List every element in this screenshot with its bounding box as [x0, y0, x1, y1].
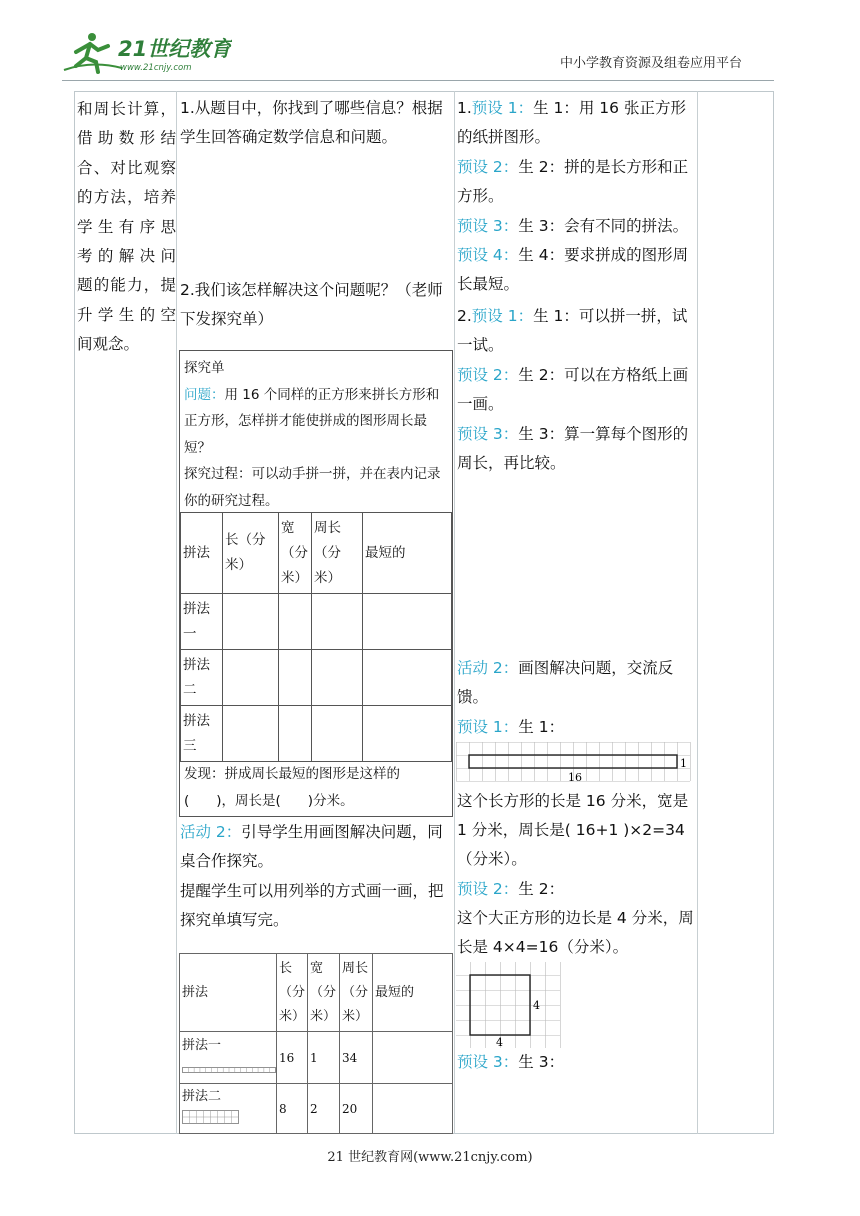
- objective-line: 的方法，培养: [77, 188, 176, 207]
- problem-text: 用 16 个同样的正方形来拼长方形和正方形，怎样拼才能使拼成的图形周长最短？: [184, 386, 440, 456]
- preset-text: 生 2：可以在方格纸上画一画。: [457, 366, 689, 413]
- preset-text: 生 1：: [518, 718, 565, 736]
- answer-row-name: 拼法一: [182, 1037, 222, 1053]
- record-table: [180, 512, 452, 762]
- record-cell[interactable]: [223, 594, 279, 650]
- record-row-label: 拼法二: [181, 650, 223, 706]
- record-header: 宽（分米）: [279, 513, 312, 594]
- student-preset-1: [457, 94, 697, 152]
- strip-width-label: 1: [680, 757, 687, 770]
- preset-label: 预设 1：: [471, 99, 534, 117]
- activity-label: 活动 2：: [180, 823, 242, 841]
- record-cell[interactable]: [363, 650, 452, 706]
- objective-line: 和周长计算，: [77, 100, 176, 118]
- preset-label: 预设 4：: [457, 246, 519, 264]
- grid-8x2-figure: [182, 1110, 242, 1124]
- record-row-label: 拼法一: [181, 594, 223, 650]
- square-4x4-grid-figure: [456, 962, 562, 1048]
- student-answer-2: [457, 875, 697, 904]
- preset-text: 生 4：要求拼成的图形周长最短。: [457, 246, 689, 293]
- student-answer-1: [457, 713, 697, 742]
- preset-text: 生 1：用 16 张正方形的纸拼图形。: [457, 99, 686, 146]
- answer-shortest: [373, 1084, 453, 1134]
- teacher-remind: 提醒学生可以用列举的方式画一画，把探究单填写完。: [180, 882, 444, 929]
- preset-text: 生 1：可以拼一拼，试一试。: [457, 307, 688, 354]
- column-divider-3: [697, 91, 698, 1134]
- answer-perimeter: 20: [340, 1084, 373, 1134]
- preset-text: 生 3：会有不同的拼法。: [518, 217, 689, 235]
- activity-text: 引导学生用画图解决问题，同桌合作探究。: [180, 823, 443, 870]
- record-cell[interactable]: [363, 706, 452, 762]
- record-cell[interactable]: [223, 650, 279, 706]
- sheet-finding: 发现：拼成周长最短的图形是这样的( )，周长是( )分米。: [184, 766, 400, 809]
- preset-label: 预设 3：: [457, 425, 519, 443]
- preset-label: 预设 2：: [457, 158, 519, 176]
- runner-icon: [64, 33, 122, 72]
- logo-url: www.21cnjy.com: [120, 63, 192, 73]
- student-preset-2: [457, 153, 697, 211]
- answer-length: 16: [277, 1032, 308, 1084]
- strip-16x1-grid-figure: [456, 742, 696, 784]
- student-activity-2: [457, 654, 697, 712]
- record-cell[interactable]: [279, 706, 312, 762]
- student-answer-1-desc: [457, 787, 697, 874]
- preset-label: 预设 1：: [471, 307, 534, 325]
- answer-perimeter: 34: [340, 1032, 373, 1084]
- strip-16x1-figure: [182, 1067, 276, 1073]
- student-q2-preset-1: [457, 302, 697, 360]
- header-rule: [62, 80, 774, 81]
- answer-row-label: [180, 1084, 277, 1134]
- teacher-question-2: 2.我们该怎样解决这个问题呢？（老师下发探究单）: [180, 281, 443, 328]
- answer-desc: 这个大正方形的边长是 4 分米，周长是 4×4=16（分米）。: [457, 909, 694, 956]
- problem-label: 问题：: [184, 386, 225, 403]
- preset-label: 预设 1：: [457, 718, 519, 736]
- answer-header: 周长（分米）: [340, 954, 373, 1032]
- preset-text: 生 2：拼的是长方形和正方形。: [457, 158, 689, 205]
- objective-line: 考的解决问: [77, 246, 176, 265]
- preset-label: 预设 3：: [457, 1053, 519, 1071]
- record-header: 最短的: [363, 513, 452, 594]
- answer-table: [179, 953, 453, 1134]
- record-cell[interactable]: [312, 706, 363, 762]
- objective-line: 升学生的空: [77, 305, 176, 324]
- preset-text: 生 3：: [518, 1053, 565, 1071]
- site-logo: [62, 30, 232, 76]
- activity-text: 画图解决问题，交流反馈。: [457, 659, 674, 706]
- record-cell[interactable]: [312, 650, 363, 706]
- column-divider-2: [454, 91, 455, 1134]
- answer-row-name: 拼法二: [182, 1088, 222, 1104]
- activity-label: 活动 2：: [457, 659, 519, 677]
- preset-label: 预设 2：: [457, 366, 519, 384]
- strip-length-label: 16: [568, 771, 582, 784]
- answer-width: 1: [308, 1032, 340, 1084]
- student-preset-4: [457, 241, 697, 299]
- student-q2-preset-3: [457, 420, 697, 478]
- answer-shortest: [373, 1032, 453, 1084]
- preset-text: 生 2：: [518, 880, 565, 898]
- record-header: 长（分米）: [223, 513, 279, 594]
- square-side-label: 4: [533, 999, 540, 1012]
- objective-column: [77, 95, 176, 360]
- sheet-problem: [184, 382, 450, 462]
- record-cell[interactable]: [312, 594, 363, 650]
- teacher-question-1: 1.从题目中，你找到了哪些信息？根据学生回答确定数学信息和问题。: [180, 99, 443, 146]
- answer-header: 最短的: [373, 954, 453, 1032]
- answer-width: 2: [308, 1084, 340, 1134]
- record-header: 周长（分米）: [312, 513, 363, 594]
- preset-text: 生 3：算一算每个图形的周长，再比较。: [457, 425, 689, 472]
- record-cell[interactable]: [279, 650, 312, 706]
- student-answer-2-desc: [457, 904, 697, 962]
- platform-name: 中小学教育资源及组卷应用平台: [560, 56, 743, 71]
- record-cell[interactable]: [279, 594, 312, 650]
- student-answer-3: [457, 1048, 697, 1077]
- record-row-label: 拼法三: [181, 706, 223, 762]
- student-q2-preset-2: [457, 361, 697, 419]
- record-cell[interactable]: [363, 594, 452, 650]
- preset-prefix: 2.: [457, 307, 472, 325]
- answer-desc: 这个长方形的长是 16 分米，宽是 1 分米，周长是( 16+1 )×2=34（分米）。: [457, 792, 689, 868]
- answer-row-label: [180, 1032, 277, 1084]
- objective-line: 学生有序思: [77, 217, 176, 236]
- record-cell[interactable]: [223, 706, 279, 762]
- answer-header: 拼法: [180, 954, 277, 1032]
- answer-header: 长（分米）: [277, 954, 308, 1032]
- column-divider-1: [176, 91, 177, 1134]
- page-footer: 21 世纪教育网(www.21cnjy.com): [327, 1150, 533, 1165]
- inquiry-sheet: [179, 350, 453, 817]
- logo-text: 21世纪教育: [118, 37, 232, 61]
- objective-line: 合、对比观察: [77, 158, 176, 177]
- student-preset-3: [457, 212, 697, 241]
- sheet-title: 探究单: [184, 360, 225, 376]
- answer-header: 宽（分米）: [308, 954, 340, 1032]
- preset-label: 预设 3：: [457, 217, 519, 235]
- preset-label: 预设 2：: [457, 880, 519, 898]
- record-header: 拼法: [181, 513, 223, 594]
- preset-prefix: 1.: [457, 99, 472, 117]
- square-bottom-label: 4: [496, 1036, 503, 1048]
- sheet-process: 探究过程：可以动手拼一拼，并在表内记录你的研究过程。: [184, 466, 441, 509]
- teacher-activity-2: [180, 818, 453, 876]
- objective-line: 借助数形结: [77, 129, 176, 148]
- objective-line: 间观念。: [77, 335, 140, 354]
- answer-length: 8: [277, 1084, 308, 1134]
- objective-line: 题的能力，提: [77, 276, 176, 295]
